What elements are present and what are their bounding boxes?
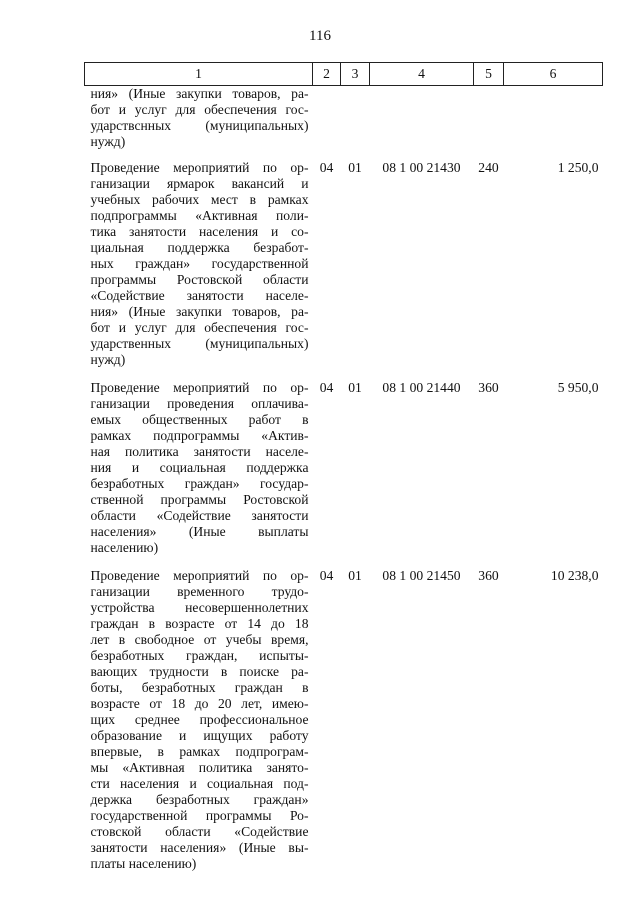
description-line: мы «Активная политика занято- <box>90 760 309 775</box>
description-line: циальная поддержка безработ- <box>90 240 309 255</box>
target-article-code: 08 1 00 21430 <box>382 160 461 175</box>
description-line: емых общественных работ в <box>90 412 309 427</box>
section-code <box>313 86 341 161</box>
description-line: ганизации временного трудо- <box>90 584 309 599</box>
table-row <box>85 160 603 380</box>
subsection-code <box>341 86 370 161</box>
description-line: ганизации проведения оплачива- <box>90 396 309 411</box>
description-line: «Содействие занятости населе- <box>90 288 309 303</box>
description-line: безработных граждан, испыты- <box>90 648 309 663</box>
subsection-code: 01 <box>348 568 362 583</box>
amount-value: 1 250,0 <box>557 160 599 175</box>
description-line: ния» (Иные закупки товаров, ра- <box>90 304 309 319</box>
description-line: лет в свободное от учебы время, <box>90 632 309 647</box>
description-line: устройства несовершеннолетних <box>90 600 309 615</box>
description-line: Проведение мероприятий по ор- <box>90 380 309 395</box>
amount-value: 5 950,0 <box>557 380 599 395</box>
column-header-1: 1 <box>85 63 313 86</box>
description-line: образование и ищущих работу <box>90 728 309 743</box>
budget-table <box>84 62 603 872</box>
description-line: платы населению) <box>90 856 197 871</box>
description-line: нужд) <box>90 352 126 367</box>
column-header-6: 6 <box>504 63 603 86</box>
column-header-2: 2 <box>313 63 341 86</box>
table-body <box>85 86 603 873</box>
target-article-code: 08 1 00 21450 <box>382 568 461 583</box>
description-line: Проведение мероприятий по ор- <box>90 568 309 583</box>
description-line: ная политика занятости населе- <box>90 444 309 459</box>
description-line: Проведение мероприятий по ор- <box>90 160 309 175</box>
description-line: сти населения и социальная под- <box>90 776 309 791</box>
expense-type-code: 360 <box>478 568 499 583</box>
description-line: занятости населения» (Иные вы- <box>90 840 309 855</box>
description-line: держка безработных граждан» <box>90 792 309 807</box>
row-description <box>85 568 313 872</box>
description-line: возрасте от 18 до 20 лет, имею- <box>90 696 309 711</box>
column-header-3: 3 <box>341 63 370 86</box>
description-line: бот и услуг для обеспечения гос- <box>90 320 309 335</box>
section-code: 04 <box>319 568 334 583</box>
subsection-code: 01 <box>348 380 362 395</box>
description-line: учебных рабочих мест в рамках <box>90 192 309 207</box>
description-line: тика занятости населения и со- <box>90 224 309 239</box>
description-line: безработных граждан» государ- <box>90 476 309 491</box>
description-line: рамках подпрограммы «Актив- <box>90 428 309 443</box>
description-line: населения» (Иные выплаты <box>90 524 309 539</box>
header-row <box>85 63 603 86</box>
description-line: ударствснных (муниципальных) <box>90 118 309 133</box>
table-header <box>85 63 603 86</box>
section-code: 04 <box>319 160 334 175</box>
row-description <box>85 380 313 568</box>
page-number: 116 <box>309 28 331 44</box>
row-description <box>85 160 313 380</box>
subsection-code: 01 <box>348 160 362 175</box>
description-line: щих среднее профессиональное <box>90 712 309 727</box>
description-line: ния» (Иные закупки товаров, ра- <box>90 86 309 101</box>
description-line: ганизации ярмарок вакансий и <box>90 176 309 191</box>
description-line: подпрограммы «Активная поли- <box>90 208 309 223</box>
description-line: нужд) <box>90 134 126 149</box>
description-line: ных граждан» государственной <box>90 256 309 271</box>
description-line: ственной программы Ростовской <box>90 492 309 507</box>
description-line: бот и услуг для обеспечения гос- <box>90 102 309 117</box>
table-row <box>85 568 603 872</box>
table-row <box>85 380 603 568</box>
description-line: граждан в возрасте от 14 до 18 <box>90 616 309 631</box>
description-line: программы Ростовской области <box>90 272 309 287</box>
description-line: вающих трудности в поиске ра- <box>90 664 309 679</box>
section-code: 04 <box>319 380 334 395</box>
amount-value <box>504 86 603 161</box>
row-description <box>85 86 313 161</box>
expense-type-code: 360 <box>478 380 499 395</box>
amount-value: 10 238,0 <box>550 568 599 583</box>
expense-type-code <box>474 86 504 161</box>
description-line: населению) <box>90 540 159 555</box>
expense-type-code: 240 <box>478 160 499 175</box>
description-line: государственной программы Ро- <box>90 808 309 823</box>
description-line: боты, безработных граждан в <box>90 680 309 695</box>
description-line: области «Содействие занятости <box>90 508 309 523</box>
column-header-5: 5 <box>474 63 504 86</box>
description-line: ния и социальная поддержка <box>90 460 309 475</box>
table-row <box>85 86 603 161</box>
description-line: стовской области «Содействие <box>90 824 309 839</box>
target-article-code: 08 1 00 21440 <box>382 380 461 395</box>
description-line: впервые, в рамках подпрограм- <box>90 744 309 759</box>
target-article-code <box>370 86 474 161</box>
description-line: ударственных (муниципальных) <box>90 336 309 351</box>
column-header-4: 4 <box>370 63 474 86</box>
